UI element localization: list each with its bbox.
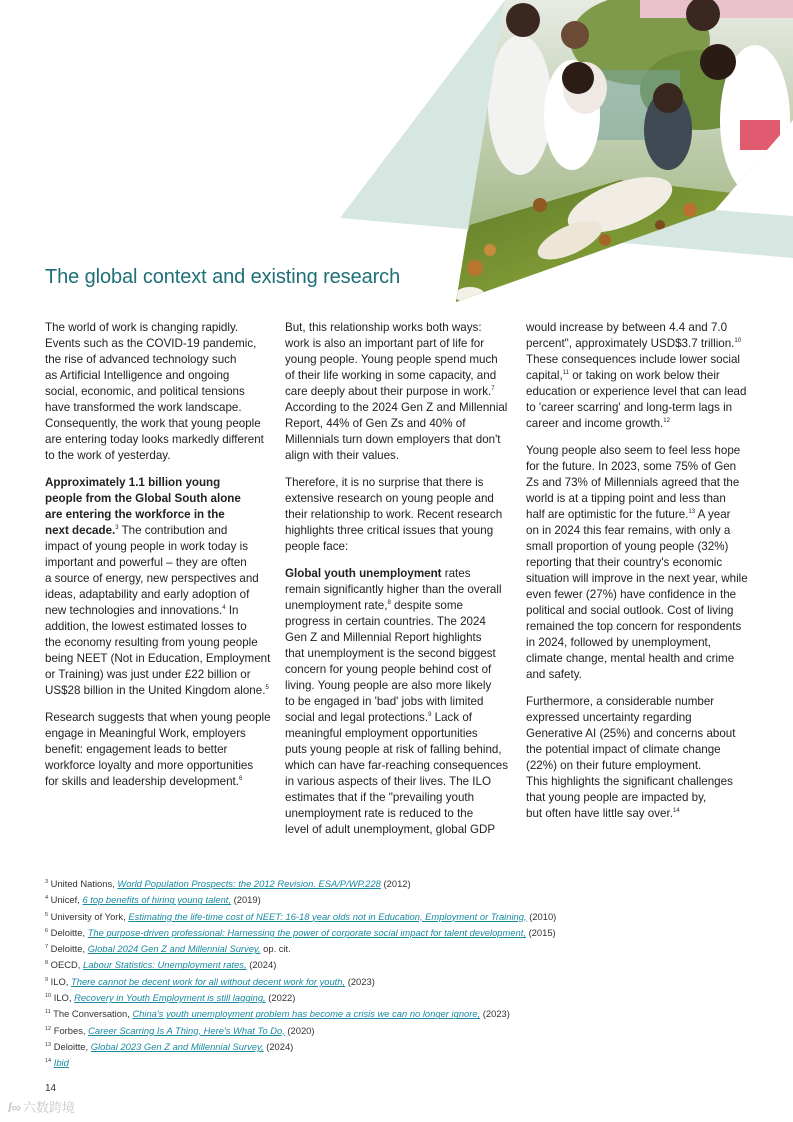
footnote-ref[interactable]: 8 — [387, 600, 391, 607]
paragraph: Furthermore, a considerable number expressed uncertainty regarding Generative AI (25%) and concerns about the potential impact of climate change (22%) on their future employment. This highlights the significant challenges that young people are impacted by, but often have little say over.$^{14}$ — [526, 695, 736, 820]
watermark: l∞ 六数跨境 — [8, 1100, 75, 1115]
footnote-link[interactable]: China's youth unemployment problem has become a crisis we can no longer ignore, — [132, 1008, 481, 1020]
footnote: $^8$ OECD, Labour Statistics: Unemployment rates, (2024) — [45, 959, 277, 971]
footnote-ref[interactable]: 3 — [115, 525, 119, 532]
paragraph: Approximately 1.1 billion young people from the Global South alone are entering the workforce in the next decade.$^3$ The contribution and impact of young people in work today is important and powerful – they are often a source of energy, new perspectives and ideas, adaptability and early adoption of new technologies and innovations.$^4$ In addition, the lowest estimated losses to the economy resulting from young people being NEET (Not in Education, Employment or Training) was just under £22 billion or US$28 billion in the United Kingdom alone.$^5$ — [45, 476, 271, 697]
footnote: $^3$ United Nations, World Population Prospects: the 2012 Revision. ESA/P/WP.228 (2012) — [45, 878, 411, 889]
footnote-link[interactable]: World Population Prospects: the 2012 Revision. ESA/P/WP.228 — [117, 878, 381, 889]
paragraph: But, this relationship works both ways: work is also an important part of life for young people. Young people spend much of their life working in some capacity, and care deeply about their purpose in work.$^7$ According to the 2024 Gen Z and Millennial Report, 44% of Gen Zs and 40% of Millennials turn down employers that don't align with their values. — [285, 321, 508, 462]
footnote: $^9$ ILO, There cannot be decent work for all without decent work for youth, (2023) — [45, 975, 375, 987]
footnote-ref[interactable]: 5 — [265, 685, 269, 692]
column-3 — [526, 320, 748, 833]
column-2 — [285, 320, 508, 849]
footnotes — [45, 876, 765, 1072]
footnote-ref[interactable]: 10 — [734, 338, 742, 345]
footnote-link[interactable]: Estimating the life-time cost of NEET: 16-18 year olds not in Education, Employment or Training, — [128, 910, 527, 922]
watermark-logo-icon: l∞ — [8, 1100, 21, 1115]
paragraph: The world of work is changing rapidly. Events such as the COVID-19 pandemic, the rise of advanced technology such as Artificial Intelligence and ongoing social, economic, and political tensions have transformed the work landscape. Consequently, the work that young people are entering today looks markedly different to the work of yesterday. — [45, 321, 264, 462]
footnote: $^{12}$ Forbes, Career Scarring Is A Thing, Here's What To Do, (2020) — [45, 1024, 315, 1036]
footnote-link[interactable]: Labour Statistics: Unemployment rates, — [82, 959, 247, 971]
footnote-link[interactable]: Ibid — [53, 1057, 69, 1069]
footnote-ref[interactable]: 4 — [222, 605, 226, 612]
footnote-ref[interactable]: 6 — [238, 776, 243, 783]
column-1 — [45, 320, 269, 801]
footnote-link[interactable]: There cannot be decent work for all without decent work for youth, — [71, 975, 346, 987]
footnote: $^6$ Deloitte, The purpose-driven professional: Harnessing the power of corporate social impact for talent development, (2015) — [45, 926, 556, 938]
footnote: $^4$ Unicef, 6 top benefits of hiring young talent, (2019) — [45, 894, 261, 906]
footnote: $^{13}$ Deloitte, Global 2023 Gen Z and Millennial Survey, (2024) — [45, 1040, 294, 1052]
footnote-link[interactable]: Career Scarring Is A Thing, Here's What To Do, — [88, 1024, 285, 1036]
footnote-ref[interactable]: 13 — [688, 509, 696, 516]
footnote-ref[interactable]: 12 — [663, 418, 670, 425]
footnote-ref[interactable]: 11 — [562, 370, 569, 377]
paragraph: Research suggests that when young people engage in Meaningful Work, employers benefit: engagement leads to better workforce loyalty and more opportunities for skills and leadership development.$^6$ — [45, 711, 271, 788]
footnote-link[interactable]: 6 top benefits of hiring young talent, — [82, 894, 232, 906]
page-title: The global context and existing research — [45, 266, 401, 288]
footnote: $^5$ University of York, Estimating the life-time cost of NEET: 16-18 year olds not in Education, Employment or Training, (2010) — [45, 910, 557, 922]
hero-image — [0, 0, 793, 310]
footnote-ref[interactable]: 9 — [428, 712, 432, 719]
footnote-link[interactable]: The purpose-driven professional: Harnessing the power of corporate social impact for talent development, — [87, 926, 526, 938]
paragraph: Global youth unemployment rates remain significantly higher than the overall unemployment rate,$^8$ despite some progress in certain countries. The 2024 Gen Z and Millennial Report highlights that unemployment is the second biggest concern for young people behind cost of living. Young people are also more likely to be engaged in 'bad' jobs with limited social and legal protections.$^9$ Lack of meaningful employment opportunities puts young people at risk of falling behind, which can have far-reaching consequences in various aspects of their lives. The ILO estimates that if the "prevailing youth unemployment rate is reduced to the level of adult unemployment, global GDP — [285, 567, 508, 836]
footnote: $^{11}$ The Conversation, China's youth unemployment problem has become a crisis we can no longer ignore, (2023) — [45, 1008, 510, 1020]
paragraph: Young people also seem to feel less hope for the future. In 2023, some 75% of Gen Zs and 73% of Millennials agreed that the world is at a tipping point and less than half are optimistic for the future.$^{13}$ A year on in 2024 this fear remains, with only a small proportion of young people (32%) reporting that their country's economic situation will improve in the next year, while even fewer (27%) have confidence in the political and social outlook. Cost of living remained the top concern for respondents in 2024, followed by unemployment, climate change, mental health and crime and safety. — [526, 444, 748, 681]
footnote: $^{10}$ ILO, Recovery in Youth Employment is still lagging, (2022) — [45, 992, 296, 1004]
page-number: 14 — [45, 1083, 57, 1094]
footnote-link[interactable]: Global 2023 Gen Z and Millennial Survey, — [90, 1040, 264, 1052]
footnote-ref[interactable]: 7 — [491, 386, 495, 393]
footnote: $^{14}$ Ibid — [45, 1057, 69, 1069]
paragraph: would increase by between 4.4 and 7.0 percent", approximately USD$3.7 trillion.$^{10}$ These consequences include lower social capital,$^{11}$ or taking on work below their education or experience level that can lead to 'career scarring' and long-term lags in career and income growth.$^{12}$ — [526, 321, 747, 430]
footnote-link[interactable]: Recovery in Youth Employment is still lagging, — [74, 992, 266, 1004]
footnote-ref[interactable]: 14 — [672, 808, 680, 815]
footnote: $^7$ Deloitte, Global 2024 Gen Z and Millennial Survey, op. cit. — [45, 943, 291, 955]
paragraph: Therefore, it is no surprise that there is extensive research on young people and their relationship to work. Recent research highlights three critical issues that young people face: — [285, 476, 503, 553]
footnote-link[interactable]: Global 2024 Gen Z and Millennial Survey, — [87, 943, 261, 955]
